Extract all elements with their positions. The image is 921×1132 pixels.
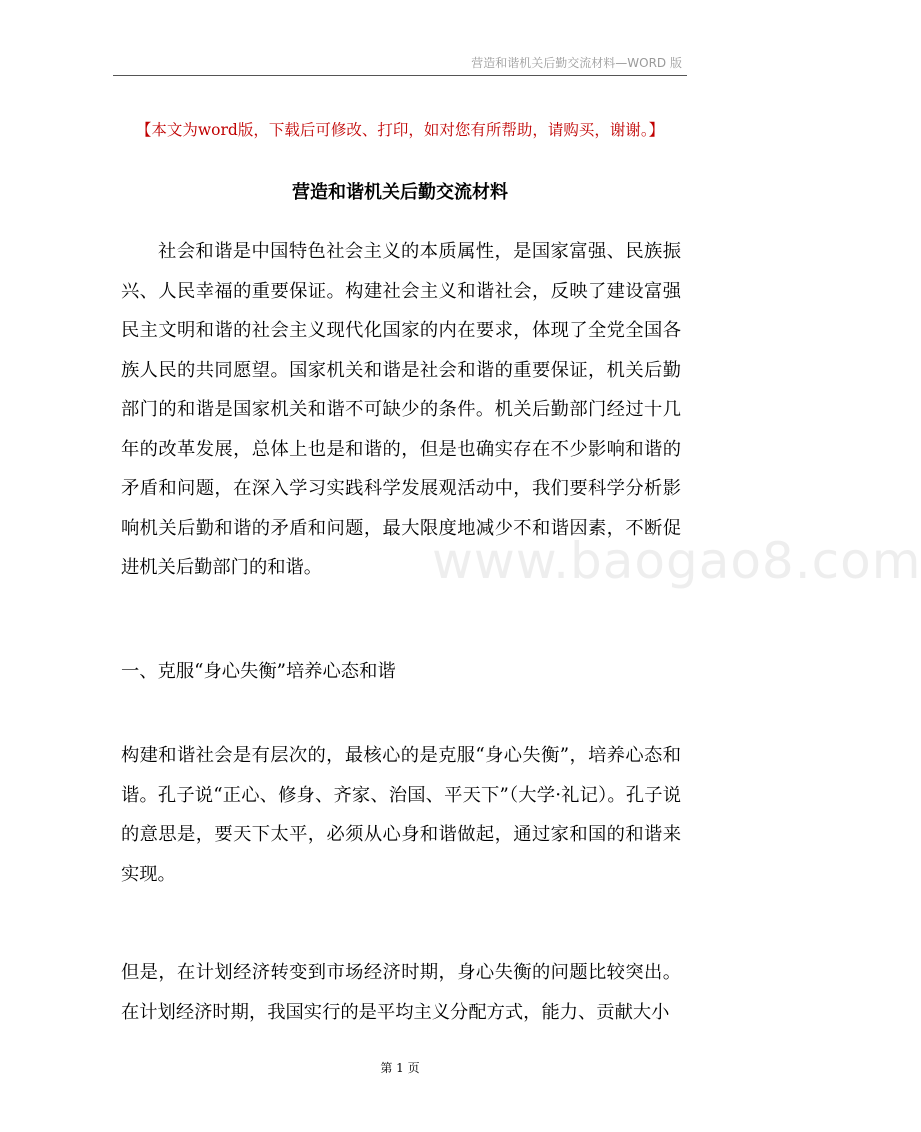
section-heading: 一、克服“身心失衡”培养心态和谐	[121, 661, 396, 682]
header-divider	[113, 75, 687, 76]
page-header: 营造和谐机关后勤交流材料—WORD 版	[471, 56, 682, 70]
watermark: www.baogao8.com	[432, 532, 921, 590]
download-notice: 【本文为word版，下载后可修改、打印，如对您有所帮助，请购买，谢谢。】	[135, 121, 665, 139]
document-title: 营造和谐机关后勤交流材料	[292, 182, 508, 203]
page-number: 第 1 页	[380, 1061, 420, 1075]
body-paragraph: 社会和谐是中国特色社会主义的本质属性，是国家富强、民族振兴、人民幸福的重要保证。构建社会主义和谐社会，反映了建设富强民主文明和谐的社会主义现代化国家的内在要求，体现了全党全国各族人民的共同愿望。国家机关和谐是社会和谐的重要保证，机关后勤部门的和谐是国家机关和谐不可缺少的条件。机关后勤部门经过十几年的改革发展，总体上也是和谐的，但是也确实存在不少影响和谐的矛盾和问题，在深入学习实践科学发展观活动中，我们要科学分析影响机关后勤和谐的矛盾和问题，最大限度地减少不和谐因素，不断促进机关后勤部门的和谐。	[121, 241, 681, 578]
body-paragraph: 但是，在计划经济转变到市场经济时期，身心失衡的问题比较突出。在计划经济时期，我国实行的是平均主义分配方式，能力、贡献大小	[121, 962, 681, 1023]
body-paragraph: 构建和谐社会是有层次的，最核心的是克服“身心失衡”，培养心态和谐。孔子说“正心、修身、齐家、治国、平天下”（大学·礼记）。孔子说的意思是，要天下太平，必须从心身和谐做起，通过家和国的和谐来实现。	[121, 745, 681, 885]
